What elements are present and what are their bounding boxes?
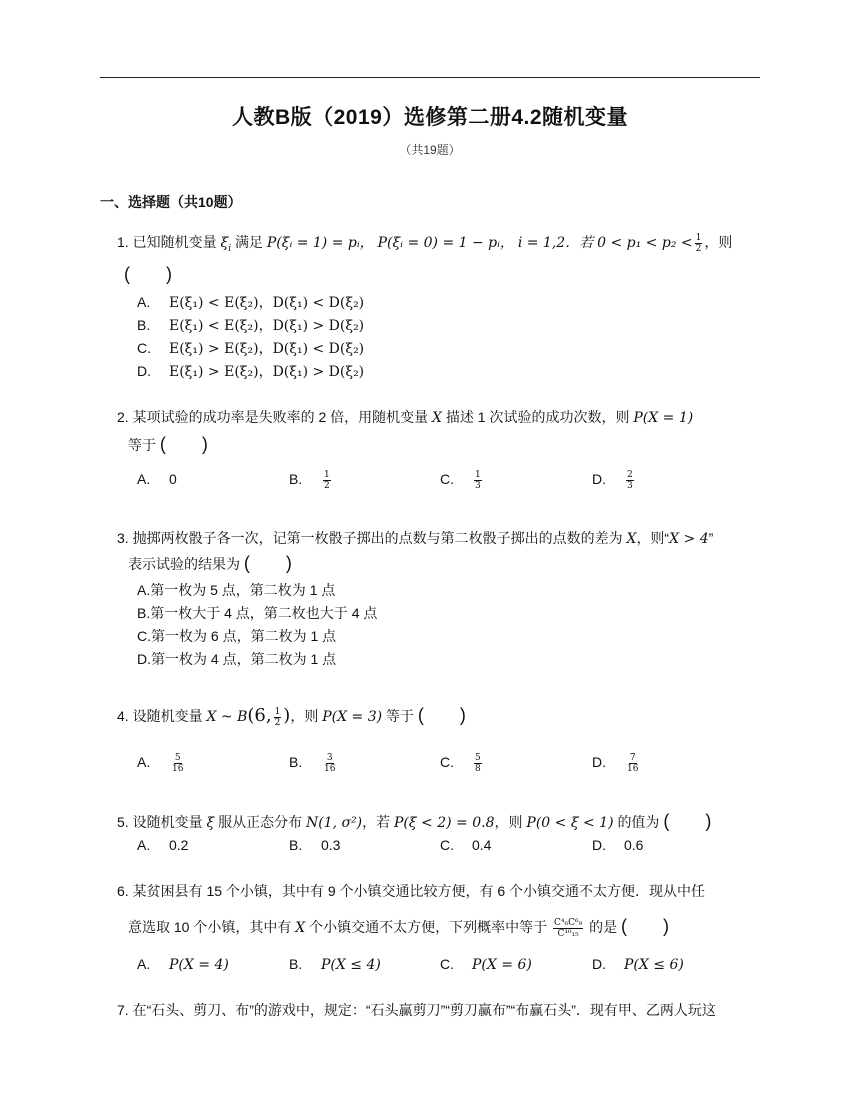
question-1-option-b[interactable]: B. E(ξ₁) < E(ξ₂)，D(ξ₁) > D(ξ₂) — [137, 317, 365, 334]
section-heading: 一、选择题（共10题） — [100, 194, 242, 210]
question-2-option-c[interactable]: C. $\frac{1}{3}$ — [440, 469, 481, 491]
question-5-option-d[interactable]: D. 0.6 — [592, 837, 644, 853]
question-2-option-a[interactable]: A. 0 — [137, 471, 177, 487]
fraction: $\frac{1}{2}$ — [695, 232, 702, 254]
question-4-option-d[interactable]: D. $\frac{7}{16}$ — [592, 752, 639, 774]
question-1-answer-blank: ( ) — [124, 264, 172, 284]
question-4-option-a[interactable]: A. $\frac{5}{16}$ — [137, 752, 184, 774]
question-3-option-b[interactable]: B.第一枚大于 4 点，第二枚也大于 4 点 — [137, 605, 378, 621]
question-2-option-b[interactable]: B. $\frac{1}{2}$ — [289, 469, 330, 491]
question-1-stem: 1. 已知随机变量 $\xi_i$ 满足 P(ξᵢ = 1) = pᵢ， P(ξᵢ = 0) = 1 − pᵢ， i = 1,2．若 0 < p₁ < p₂ < $\frac{1}{2}$ ，则 — [117, 232, 733, 254]
question-5-option-a[interactable]: A. 0.2 — [137, 837, 189, 853]
question-count: （共19题） — [399, 143, 461, 157]
question-6-option-b[interactable]: B. P(X ≤ 4) — [289, 956, 381, 973]
question-3-option-a[interactable]: A.第一枚为 5 点，第二枚为 1 点 — [137, 582, 336, 598]
question-6-option-c[interactable]: C. P(X = 6) — [440, 956, 532, 973]
question-1-option-d[interactable]: D. E(ξ₁) > E(ξ₂)，D(ξ₁) > D(ξ₂) — [137, 363, 365, 380]
question-7-stem: 7. 在“石头、剪刀、布”的游戏中，规定：“石头赢剪刀”“剪刀赢布”“布赢石头”．现有甲、乙两人玩这 — [117, 1002, 716, 1018]
question-3-option-c[interactable]: C.第一枚为 6 点，第二枚为 1 点 — [137, 628, 337, 644]
question-6-option-a[interactable]: A. P(X = 4) — [137, 956, 229, 973]
question-5-stem: 5. 设随机变量 ξ 服从正态分布 N(1, σ²)，若 P(ξ < 2) = 0.8，则 P(0 < ξ < 1) 的值为 ( ) — [117, 811, 712, 831]
question-6-stem: 6. 某贫困县有 15 个小镇，其中有 9 个小镇交通比较方便，有 6 个小镇交通不太方便．现从中任 — [117, 883, 706, 899]
question-5-option-c[interactable]: C. 0.4 — [440, 837, 492, 853]
page-title: 人教B版（2019）选修第二册4.2随机变量 — [231, 106, 629, 129]
question-3-stem: 3. 抛掷两枚骰子各一次，记第一枚骰子掷出的点数与第二枚骰子掷出的点数的差为 X，则“X > 4” — [117, 530, 714, 547]
question-3-stem-line2: 表示试验的结果为 ( ) — [128, 553, 292, 573]
question-2-stem: 2. 某项试验的成功率是失败率的 2 倍，用随机变量 X 描述 1 次试验的成功次数，则 P(X = 1) — [117, 409, 694, 426]
question-3-option-d[interactable]: D.第一枚为 4 点，第二枚为 1 点 — [137, 651, 337, 667]
question-2-option-d[interactable]: D. $\frac{2}{3}$ — [592, 469, 633, 491]
question-4-stem: 4. 设随机变量 X ~ B(6, $\frac{1}{2}$ )，则 P(X = 3) 等于 ( ) — [117, 705, 466, 728]
question-4-option-c[interactable]: C. $\frac{5}{8}$ — [440, 752, 481, 774]
question-1-option-a[interactable]: A. E(ξ₁) < E(ξ₂)，D(ξ₁) < D(ξ₂) — [137, 294, 365, 311]
question-6-option-d[interactable]: D. P(X ≤ 6) — [592, 956, 684, 973]
question-5-option-b[interactable]: B. 0.3 — [289, 837, 341, 853]
question-1-option-c[interactable]: C. E(ξ₁) > E(ξ₂)，D(ξ₁) < D(ξ₂) — [137, 340, 365, 357]
header-rule — [100, 77, 760, 78]
question-2-stem-line2: 等于 ( ) — [128, 434, 208, 454]
question-4-option-b[interactable]: B. $\frac{3}{16}$ — [289, 752, 336, 774]
question-6-stem-line2: 意选取 10 个小镇，其中有 X 个小镇交通不太方便，下列概率中等于 $\frac{\text{C⁴₆C⁶₉}}{\text{C¹⁰₁₅}}$ 的是 ( ) — [128, 916, 669, 939]
